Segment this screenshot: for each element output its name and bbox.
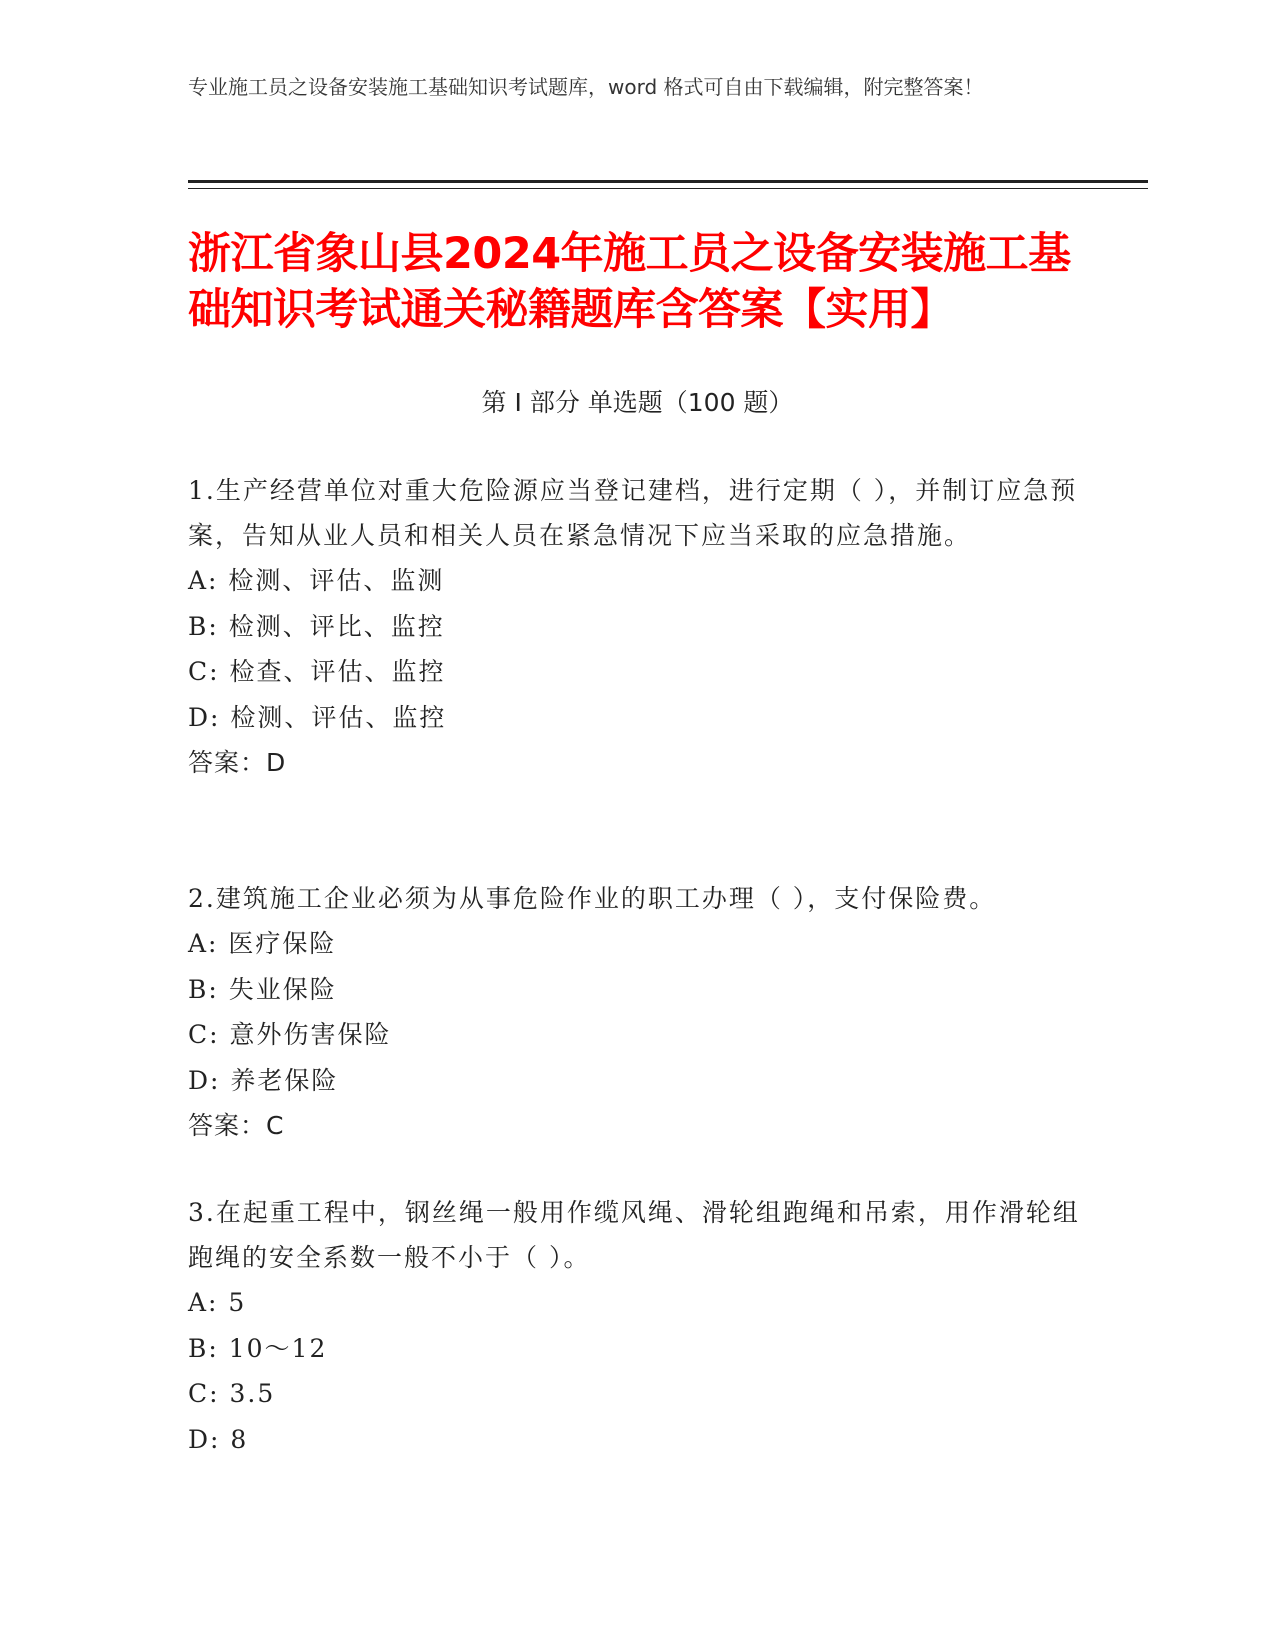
option-d: D: 8 (188, 1424, 249, 1454)
question-stem: 3.在起重工程中，钢丝绳一般用作缆风绳、滑轮组跑绳和吊索，用作滑轮组跑绳的安全系数一般不小于（ ）。 (188, 1198, 1080, 1272)
option-a: A: 检测、评估、监测 (188, 566, 445, 595)
option-c: C: 3.5 (188, 1379, 276, 1408)
question-1 (188, 468, 1088, 785)
answer: 答案：D (188, 748, 287, 777)
question-2 (188, 876, 1088, 1148)
option-c: C: 意外伤害保险 (188, 1020, 392, 1049)
header-divider-thin (188, 188, 1148, 189)
answer: 答案：C (188, 1111, 285, 1140)
option-d: D: 养老保险 (188, 1065, 339, 1095)
question-stem: 1.生产经营单位对重大危险源应当登记建档，进行定期（ ），并制订应急预案，告知从业人员和相关人员在紧急情况下应当采取的应急措施。 (188, 476, 1078, 550)
option-a: A: 医疗保险 (188, 929, 337, 958)
option-b: B: 10～12 (188, 1333, 328, 1363)
question-stem: 2.建筑施工企业必须为从事危险作业的职工办理（ ），支付保险费。 (188, 884, 997, 913)
header-note: 专业施工员之设备安装施工基础知识考试题库，word 格式可自由下载编辑，附完整答案！ (188, 75, 984, 99)
header-divider-thick (188, 180, 1148, 183)
question-3 (188, 1190, 1088, 1462)
option-b: B: 检测、评比、监控 (188, 611, 445, 641)
option-b: B: 失业保险 (188, 974, 337, 1004)
option-d: D: 检测、评估、监控 (188, 702, 447, 732)
section-title: 第 I 部分 单选题（100 题） (481, 388, 794, 417)
option-c: C: 检查、评估、监控 (188, 657, 446, 686)
option-a: A: 5 (188, 1288, 247, 1317)
document-title: 浙江省象山县2024年施工员之设备安装施工基础知识考试通关秘籍题库含答案【实用】 (188, 229, 1071, 335)
